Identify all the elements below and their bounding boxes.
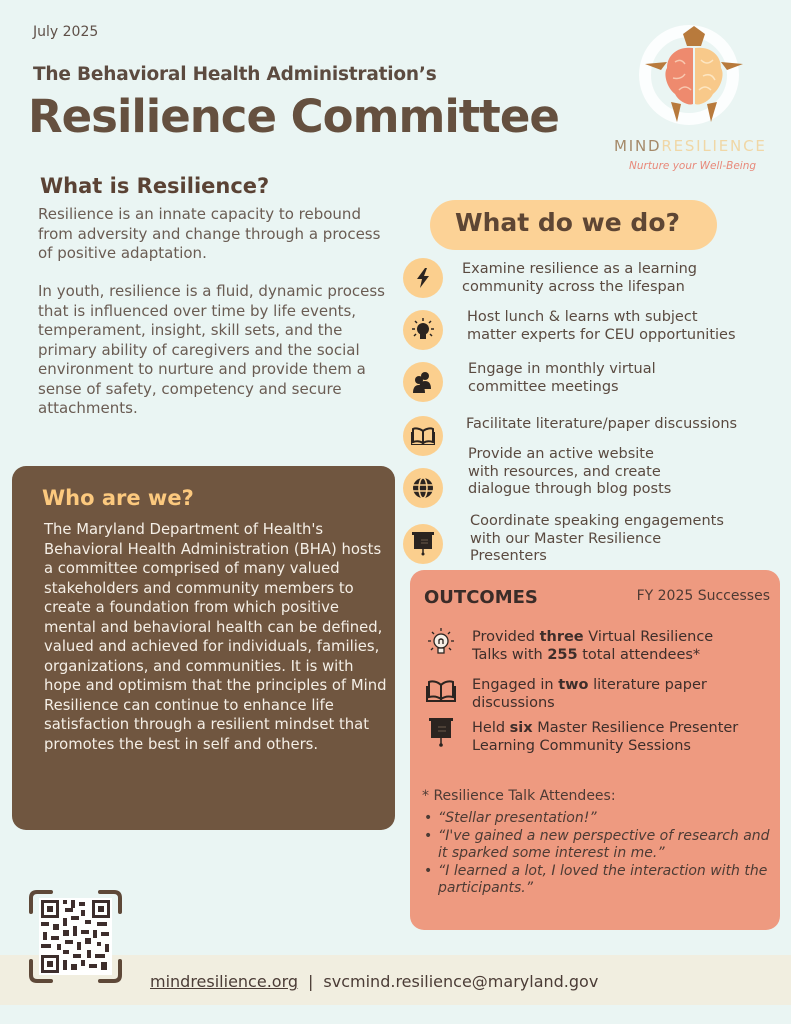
logo-tagline: Nurture your Well-Being (629, 160, 757, 172)
turtle-brain-icon (639, 22, 749, 132)
qr-code-icon (27, 888, 124, 985)
what-is-resilience-heading: What is Resilience? (40, 174, 270, 198)
issue-date: July 2025 (33, 24, 99, 40)
lightning-icon (403, 258, 443, 298)
outcome-item: Held six Master Resilience Presenter Learning Community Sessions (472, 720, 739, 754)
attendee-note: * Resilience Talk Attendees: (422, 788, 616, 804)
activity-item: Coordinate speaking engagements with our Master Resilience Presenters (470, 513, 724, 564)
page-subtitle: The Behavioral Health Administration’s (33, 64, 437, 85)
what-do-we-do-banner (430, 200, 717, 250)
presentation-board-icon (424, 716, 458, 750)
outcome-item: Engaged in two literature paper discussions (472, 677, 707, 711)
outcomes-heading: OUTCOMES (424, 587, 538, 608)
website-link[interactable]: mindresilience.org (150, 972, 299, 991)
activity-item: Host lunch & learns wth subject matter experts for CEU opportunities (467, 309, 736, 343)
contact-email[interactable]: svcmind.resilience@maryland.gov (323, 972, 599, 991)
book-icon (403, 416, 443, 456)
quote-item: • “Stellar presentation!” (422, 810, 774, 828)
activity-item: Provide an active website with resources, and create dialogue through blog posts (468, 446, 672, 497)
what-is-resilience-paragraph-1: Resilience is an innate capacity to rebound from adversity and change through a process of positive adaptation. (38, 205, 381, 262)
presentation-board-icon (403, 524, 443, 564)
mind-resilience-logo (612, 20, 772, 180)
lightbulb-icon (403, 310, 443, 350)
qr-code[interactable] (27, 888, 124, 985)
outcomes-panel (410, 570, 780, 930)
attendee-quotes (422, 810, 774, 898)
what-is-resilience-paragraph-2: In youth, resilience is a fluid, dynamic process that is influenced over time by life events, temperament, insight, skill sets, and the primary ability of caregivers and the social environment to nurture and provide them a sense of safety, competency and secure attachments. (38, 282, 385, 417)
activity-item: Examine resilience as a learning community across the lifespan (462, 261, 698, 295)
fiscal-year-label: FY 2025 Successes (636, 588, 770, 604)
activity-item: Engage in monthly virtual committee meetings (468, 361, 656, 395)
quote-item: • “I've gained a new perspective of research and it sparked some interest in me.” (422, 828, 774, 863)
who-are-we-paragraph: The Maryland Department of Health's Behavioral Health Administration (BHA) hosts a committee comprised of many valued stakeholders and community members to create a foundation from which positive mental and behavioral health can be defined, valued and achieved for individuals, families, organizations, and communities. It is with hope and optimism that the principles of Mind Resilience can continue to enhance life satisfaction through a resilient mindset that promotes the best in self and others. (44, 521, 387, 753)
who-are-we-heading: Who are we? (42, 486, 194, 510)
book-outline-icon (424, 674, 458, 708)
who-are-we-panel (12, 466, 395, 830)
outcome-item: Provided three Virtual Resilience Talks with 255 total attendees* (472, 629, 714, 663)
what-do-we-do-heading: What do we do? (455, 208, 680, 237)
people-icon (403, 362, 443, 402)
lightbulb-outline-icon (424, 626, 458, 660)
footer-separator: | (308, 972, 314, 991)
page-title: Resilience Committee (28, 90, 559, 143)
quote-item: • “I learned a lot, I loved the interaction with the participants.” (422, 863, 774, 898)
footer-contact (150, 972, 598, 991)
activity-item: Facilitate literature/paper discussions (466, 416, 738, 432)
logo-wordmark: MINDRESILIENCE (614, 137, 767, 155)
globe-icon (403, 468, 443, 508)
